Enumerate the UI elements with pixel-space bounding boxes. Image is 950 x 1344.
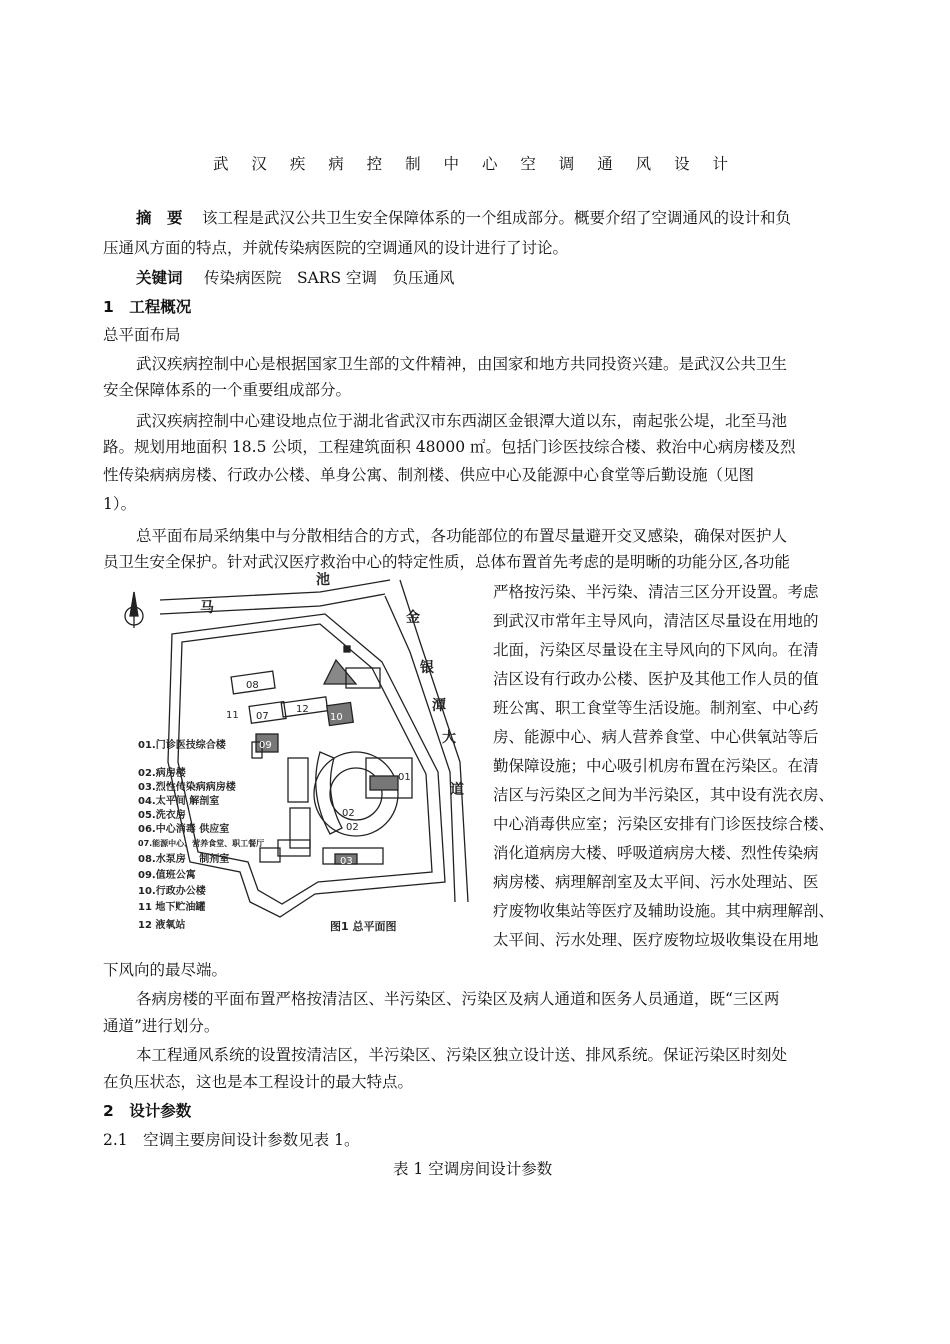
para-2-line: 武汉疾病控制中心建设地点位于湖北省武汉市东西湖区金银潭大道以东，南起张公堤，北至马池 bbox=[136, 412, 788, 430]
para-3-wrap-line: 中心消毒供应室；污染区安排有门诊医技综合楼、 bbox=[493, 815, 835, 833]
table-caption: 表 1 空调房间设计参数 bbox=[393, 1160, 553, 1178]
para-2-line: 1）。 bbox=[103, 495, 137, 513]
svg-text:10: 10 bbox=[330, 712, 343, 723]
legend-item: 08.水泵房 制剂室 bbox=[138, 854, 230, 865]
para-3-wrap-line: 到武汉市常年主导风向，清洁区尽量设在用地的 bbox=[493, 612, 819, 630]
para-3-wrap-line: 严格按污染、半污染、清洁三区分开设置。考虑 bbox=[493, 583, 819, 601]
road-label: 潭 bbox=[432, 698, 446, 714]
para-3-wrap-line: 房、能源中心、病人营养食堂、中心供氧站等后 bbox=[493, 728, 819, 746]
para-3-wrap-line: 疗废物收集站等医疗及辅助设施。其中病理解剖、 bbox=[493, 902, 835, 920]
svg-text:09: 09 bbox=[259, 740, 272, 751]
legend-item: 01.门诊医技综合楼 bbox=[138, 740, 226, 751]
road-label: 池 bbox=[316, 572, 330, 588]
para-3-wrap-line: 勤保障设施；中心吸引机房布置在污染区。在清 bbox=[493, 757, 819, 775]
figure-legend bbox=[138, 738, 264, 931]
para-1-line: 安全保障体系的一个重要组成部分。 bbox=[103, 381, 352, 399]
para-5-line: 本工程通风系统的设置按清洁区，半污染区、污染区独立设计送、排风系统。保证污染区时刻处 bbox=[136, 1046, 788, 1064]
para-2-line: 路。规划用地面积 18.5 公顷，工程建筑面积 48000 ㎡。包括门诊医技综合楼、救治中心病房楼及烈 bbox=[103, 438, 796, 456]
para-5-line: 在负压状态，这也是本工程设计的最大特点。 bbox=[103, 1073, 414, 1091]
road-label: 金 bbox=[406, 610, 420, 626]
para-3-wrap-line: 洁区设有行政办公楼、医护及其他工作人员的值 bbox=[493, 670, 819, 688]
para-3-wrap-line: 北面，污染区尽量设在主导风向的下风向。在清 bbox=[493, 641, 819, 659]
legend-item: 05.洗衣房 bbox=[138, 810, 186, 821]
svg-text:07: 07 bbox=[256, 711, 269, 722]
legend-item: 06.中心消毒 供应室 bbox=[138, 824, 230, 835]
road-label: 银 bbox=[420, 660, 434, 676]
figure-caption: 图1 总平面图 bbox=[330, 920, 397, 933]
road-label: 大 bbox=[442, 730, 456, 746]
site-plan-figure bbox=[120, 572, 470, 944]
keywords-label: 关键词 bbox=[136, 269, 183, 287]
section-1-heading: 1 工程概况 bbox=[103, 298, 192, 316]
legend-item: 10.行政办公楼 bbox=[138, 886, 206, 897]
para-3-wrap-line: 消化道病房大楼、呼吸道病房大楼、烈性传染病 bbox=[493, 844, 819, 862]
abstract-line-1: 该工程是武汉公共卫生安全保障体系的一个组成部分。概要介绍了空调通风的设计和负 bbox=[202, 209, 792, 227]
section-2-item: 2.1 空调主要房间设计参数见表 1。 bbox=[103, 1131, 360, 1149]
legend-item: 09.值班公寓 bbox=[138, 870, 196, 881]
section-2-heading: 2 设计参数 bbox=[103, 1102, 192, 1120]
svg-text:12: 12 bbox=[296, 704, 309, 715]
para-4-line: 各病房楼的平面布置严格按清洁区、半污染区、污染区及病人通道和医务人员通道，既“三区两 bbox=[136, 990, 780, 1008]
road-label: 马 bbox=[200, 600, 214, 616]
para-1-line: 武汉疾病控制中心是根据国家卫生部的文件精神，由国家和地方共同投资兴建。是武汉公共卫生 bbox=[136, 355, 788, 373]
para-3-wrap-line: 洁区与污染区之间为半污染区，其中设有洗衣房、 bbox=[493, 786, 835, 804]
para-2-line: 性传染病病房楼、行政办公楼、单身公寓、制剂楼、供应中心及能源中心食堂等后勤设施（见图 bbox=[103, 466, 755, 484]
para-3-end: 下风向的最尽端。 bbox=[103, 961, 228, 979]
legend-item: 03.烈性传染病病房楼 bbox=[138, 782, 236, 793]
svg-text:08: 08 bbox=[246, 680, 259, 691]
abstract-line-2: 压通风方面的特点，并就传染病医院的空调通风的设计进行了讨论。 bbox=[103, 239, 569, 257]
keywords-text: 传染病医院 SARS 空调 负压通风 bbox=[204, 269, 455, 287]
legend-item: 02.病房楼 bbox=[138, 768, 186, 779]
paper-title: 武 汉 疾 病 控 制 中 心 空 调 通 风 设 计 bbox=[212, 155, 738, 173]
legend-item: 04.太平间 解剖室 bbox=[138, 796, 220, 807]
abstract-label: 摘 要 bbox=[136, 209, 183, 227]
para-3-line: 总平面布局采纳集中与分散相结合的方式，各功能部位的布置尽量避开交叉感染，确保对医护人 bbox=[136, 527, 788, 545]
road-label: 道 bbox=[450, 782, 464, 798]
legend-item: 12 液氧站 bbox=[138, 920, 186, 931]
svg-text:02: 02 bbox=[346, 822, 359, 833]
svg-text:01: 01 bbox=[398, 772, 411, 783]
north-arrow-icon bbox=[125, 592, 143, 628]
svg-text:03: 03 bbox=[340, 856, 353, 867]
svg-text:11: 11 bbox=[226, 710, 239, 721]
subheading-layout: 总平面布局 bbox=[103, 326, 181, 344]
para-3-line: 员卫生安全保护。针对武汉医疗救治中心的特定性质，总体布置首先考虑的是明晰的功能分区,各功能 bbox=[103, 553, 790, 571]
legend-item: 07.能源中心、营养食堂、职工餐厅 bbox=[138, 839, 265, 848]
para-4-line: 通道”进行划分。 bbox=[103, 1017, 220, 1035]
para-3-wrap-line: 病房楼、病理解剖室及太平间、污水处理站、医 bbox=[493, 873, 819, 891]
para-3-wrap-line: 太平间、污水处理、医疗废物垃圾收集设在用地 bbox=[493, 931, 819, 949]
svg-text:02: 02 bbox=[342, 808, 355, 819]
para-3-wrap-line: 班公寓、职工食堂等生活设施。制剂室、中心药 bbox=[493, 699, 819, 717]
legend-item: 11 地下贮油罐 bbox=[138, 902, 206, 913]
